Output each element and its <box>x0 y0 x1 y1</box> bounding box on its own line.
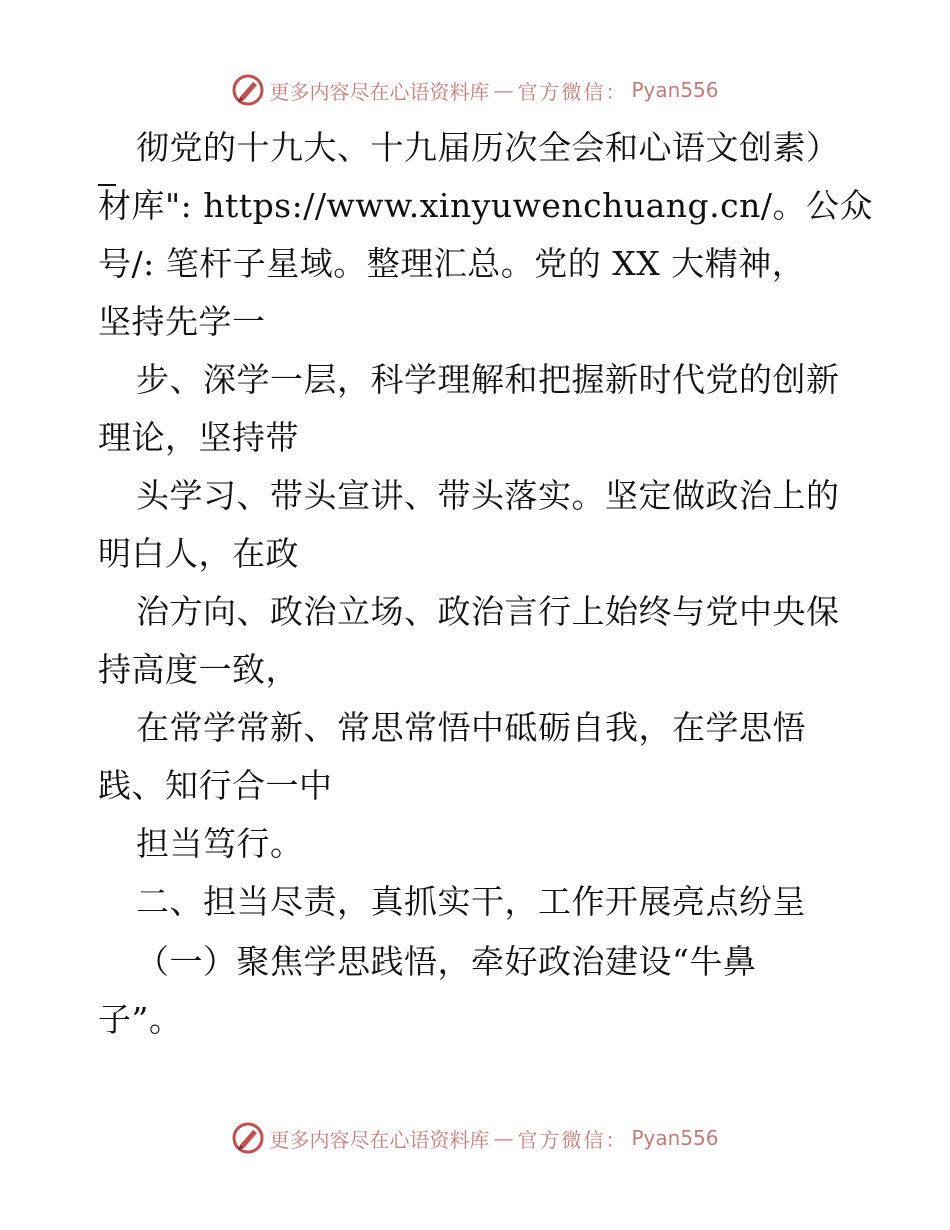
body-line: 彻党的十九大、十九届历次全会和心语文创素） <box>136 128 840 167</box>
subsection-heading: （一）聚焦学思践悟，牵好政治建设“牛鼻 <box>136 942 757 981</box>
body-line: 坚持先学一 <box>98 302 266 341</box>
body-line: 持高度一致， <box>98 650 299 689</box>
pen-logo-icon <box>231 73 265 107</box>
body-line: 头学习、带头宣讲、带头落实。坚定做政治上的 <box>136 476 840 515</box>
banner-main-text: 更多内容尽在心语资料库 <box>269 1127 490 1152</box>
banner-wechat-label: 官方微信： <box>517 79 628 104</box>
footer-banner <box>0 1118 950 1158</box>
body-line: 子”。 <box>98 1000 183 1039</box>
banner-separator: — <box>493 1126 514 1150</box>
pen-logo-icon <box>231 1121 265 1155</box>
body-line: 步、深学一层，科学理解和把握新时代党的创新 <box>136 360 840 399</box>
body-line: 践、知行合一中 <box>98 766 333 805</box>
body-line: 号/: 笔杆子星域。整理汇总。党的 XX 大精神， <box>98 244 806 283</box>
banner-wechat-id: Pyan556 <box>631 78 719 102</box>
body-line: 材库": https://www.xinyuwenchuang.cn/。公众 <box>98 186 874 225</box>
body-line: 在常学常新、常思常悟中砥砺自我，在学思悟 <box>136 708 806 747</box>
body-line: 治方向、政治立场、政治言行上始终与党中央保 <box>136 592 840 631</box>
body-line: 担当笃行。 <box>136 824 304 863</box>
section-heading: 二、担当尽责，真抓实干，工作开展亮点纷呈 <box>136 882 806 921</box>
banner-main-text: 更多内容尽在心语资料库 <box>269 79 490 104</box>
overline-mark <box>98 184 116 186</box>
banner-wechat-label: 官方微信： <box>517 1127 628 1152</box>
body-line: 明白人，在政 <box>98 534 299 573</box>
body-line: 理论，坚持带 <box>98 418 299 457</box>
banner-separator: — <box>493 78 514 102</box>
banner-wechat-id: Pyan556 <box>631 1126 719 1150</box>
header-banner <box>0 70 950 110</box>
body-line-url <box>98 182 874 230</box>
